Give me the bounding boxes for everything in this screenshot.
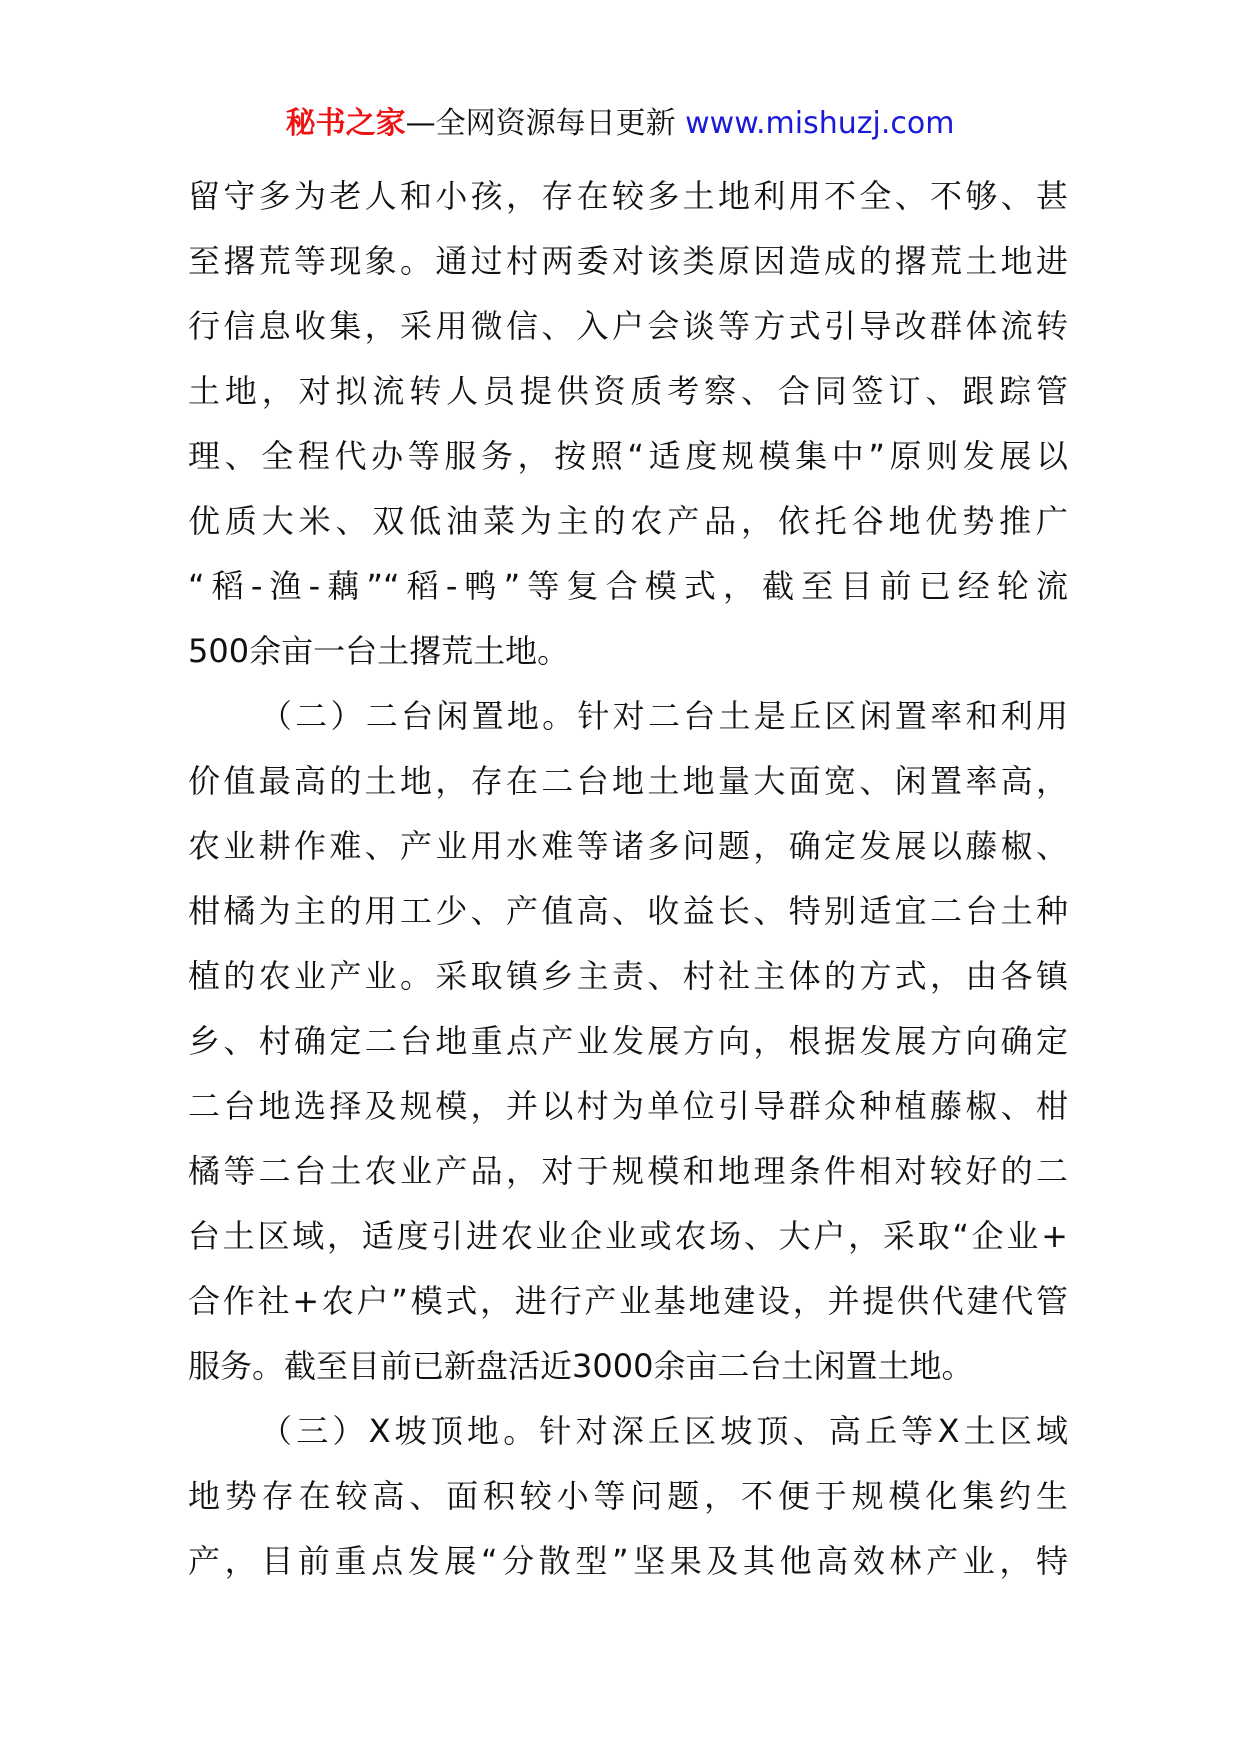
brand-name: 秘书之家 [285, 106, 406, 141]
text-line: 植的农业产业。采取镇乡主责、村社主体的方式，由各镇 [188, 957, 1068, 995]
text-line: 台土区域，适度引进农业企业或农场、大户，采取“企业+ [188, 1217, 1068, 1255]
document-body [188, 164, 1068, 1594]
text-line: 500余亩一台土撂荒土地。 [188, 632, 570, 670]
text-line: “稻-渔-藕”“稻-鸭”等复合模式，截至目前已经轮流 [188, 567, 1068, 605]
text-line: 二台地选择及规模，并以村为单位引导群众种植藤椒、柑 [188, 1087, 1068, 1125]
text-line: 橘等二台土农业产品，对于规模和地理条件相对较好的二 [188, 1152, 1068, 1190]
text-line: 合作社+农户”模式，进行产业基地建设，并提供代建代管 [188, 1282, 1068, 1320]
text-line: 留守多为老人和小孩，存在较多土地利用不全、不够、甚 [188, 177, 1068, 215]
section-heading-line: （三）X坡顶地。针对深丘区坡顶、高丘等X土区域 [260, 1412, 1068, 1450]
text-line: 农业耕作难、产业用水难等诸多问题，确定发展以藤椒、 [188, 827, 1068, 865]
text-line: 地势存在较高、面积较小等问题，不便于规模化集约生 [188, 1477, 1068, 1515]
site-url-link[interactable]: www.mishuzj.com [685, 106, 955, 141]
text-line: 行信息收集，采用微信、入户会谈等方式引导改群体流转 [188, 307, 1068, 345]
text-line: 土地，对拟流转人员提供资质考察、合同签订、跟踪管 [188, 372, 1068, 410]
text-line: 至撂荒等现象。通过村两委对该类原因造成的撂荒土地进 [188, 242, 1068, 280]
text-line: 理、全程代办等服务，按照“适度规模集中”原则发展以 [188, 437, 1068, 475]
header-tagline: —全网资源每日更新 [405, 106, 686, 141]
text-line: 产，目前重点发展“分散型”坚果及其他高效林产业，特 [188, 1542, 1068, 1580]
section-heading-line: （二）二台闲置地。针对二台土是丘区闲置率和利用 [260, 697, 1068, 735]
text-line: 柑橘为主的用工少、产值高、收益长、特别适宜二台土种 [188, 892, 1068, 930]
text-line: 乡、村确定二台地重点产业发展方向，根据发展方向确定 [188, 1022, 1068, 1060]
text-line: 优质大米、双低油菜为主的农产品，依托谷地优势推广 [188, 502, 1068, 540]
text-line: 价值最高的土地，存在二台地土地量大面宽、闲置率高， [188, 762, 1068, 800]
text-line: 服务。截至目前已新盘活近3000余亩二台土闲置土地。 [188, 1347, 974, 1385]
page-header [0, 104, 1240, 144]
